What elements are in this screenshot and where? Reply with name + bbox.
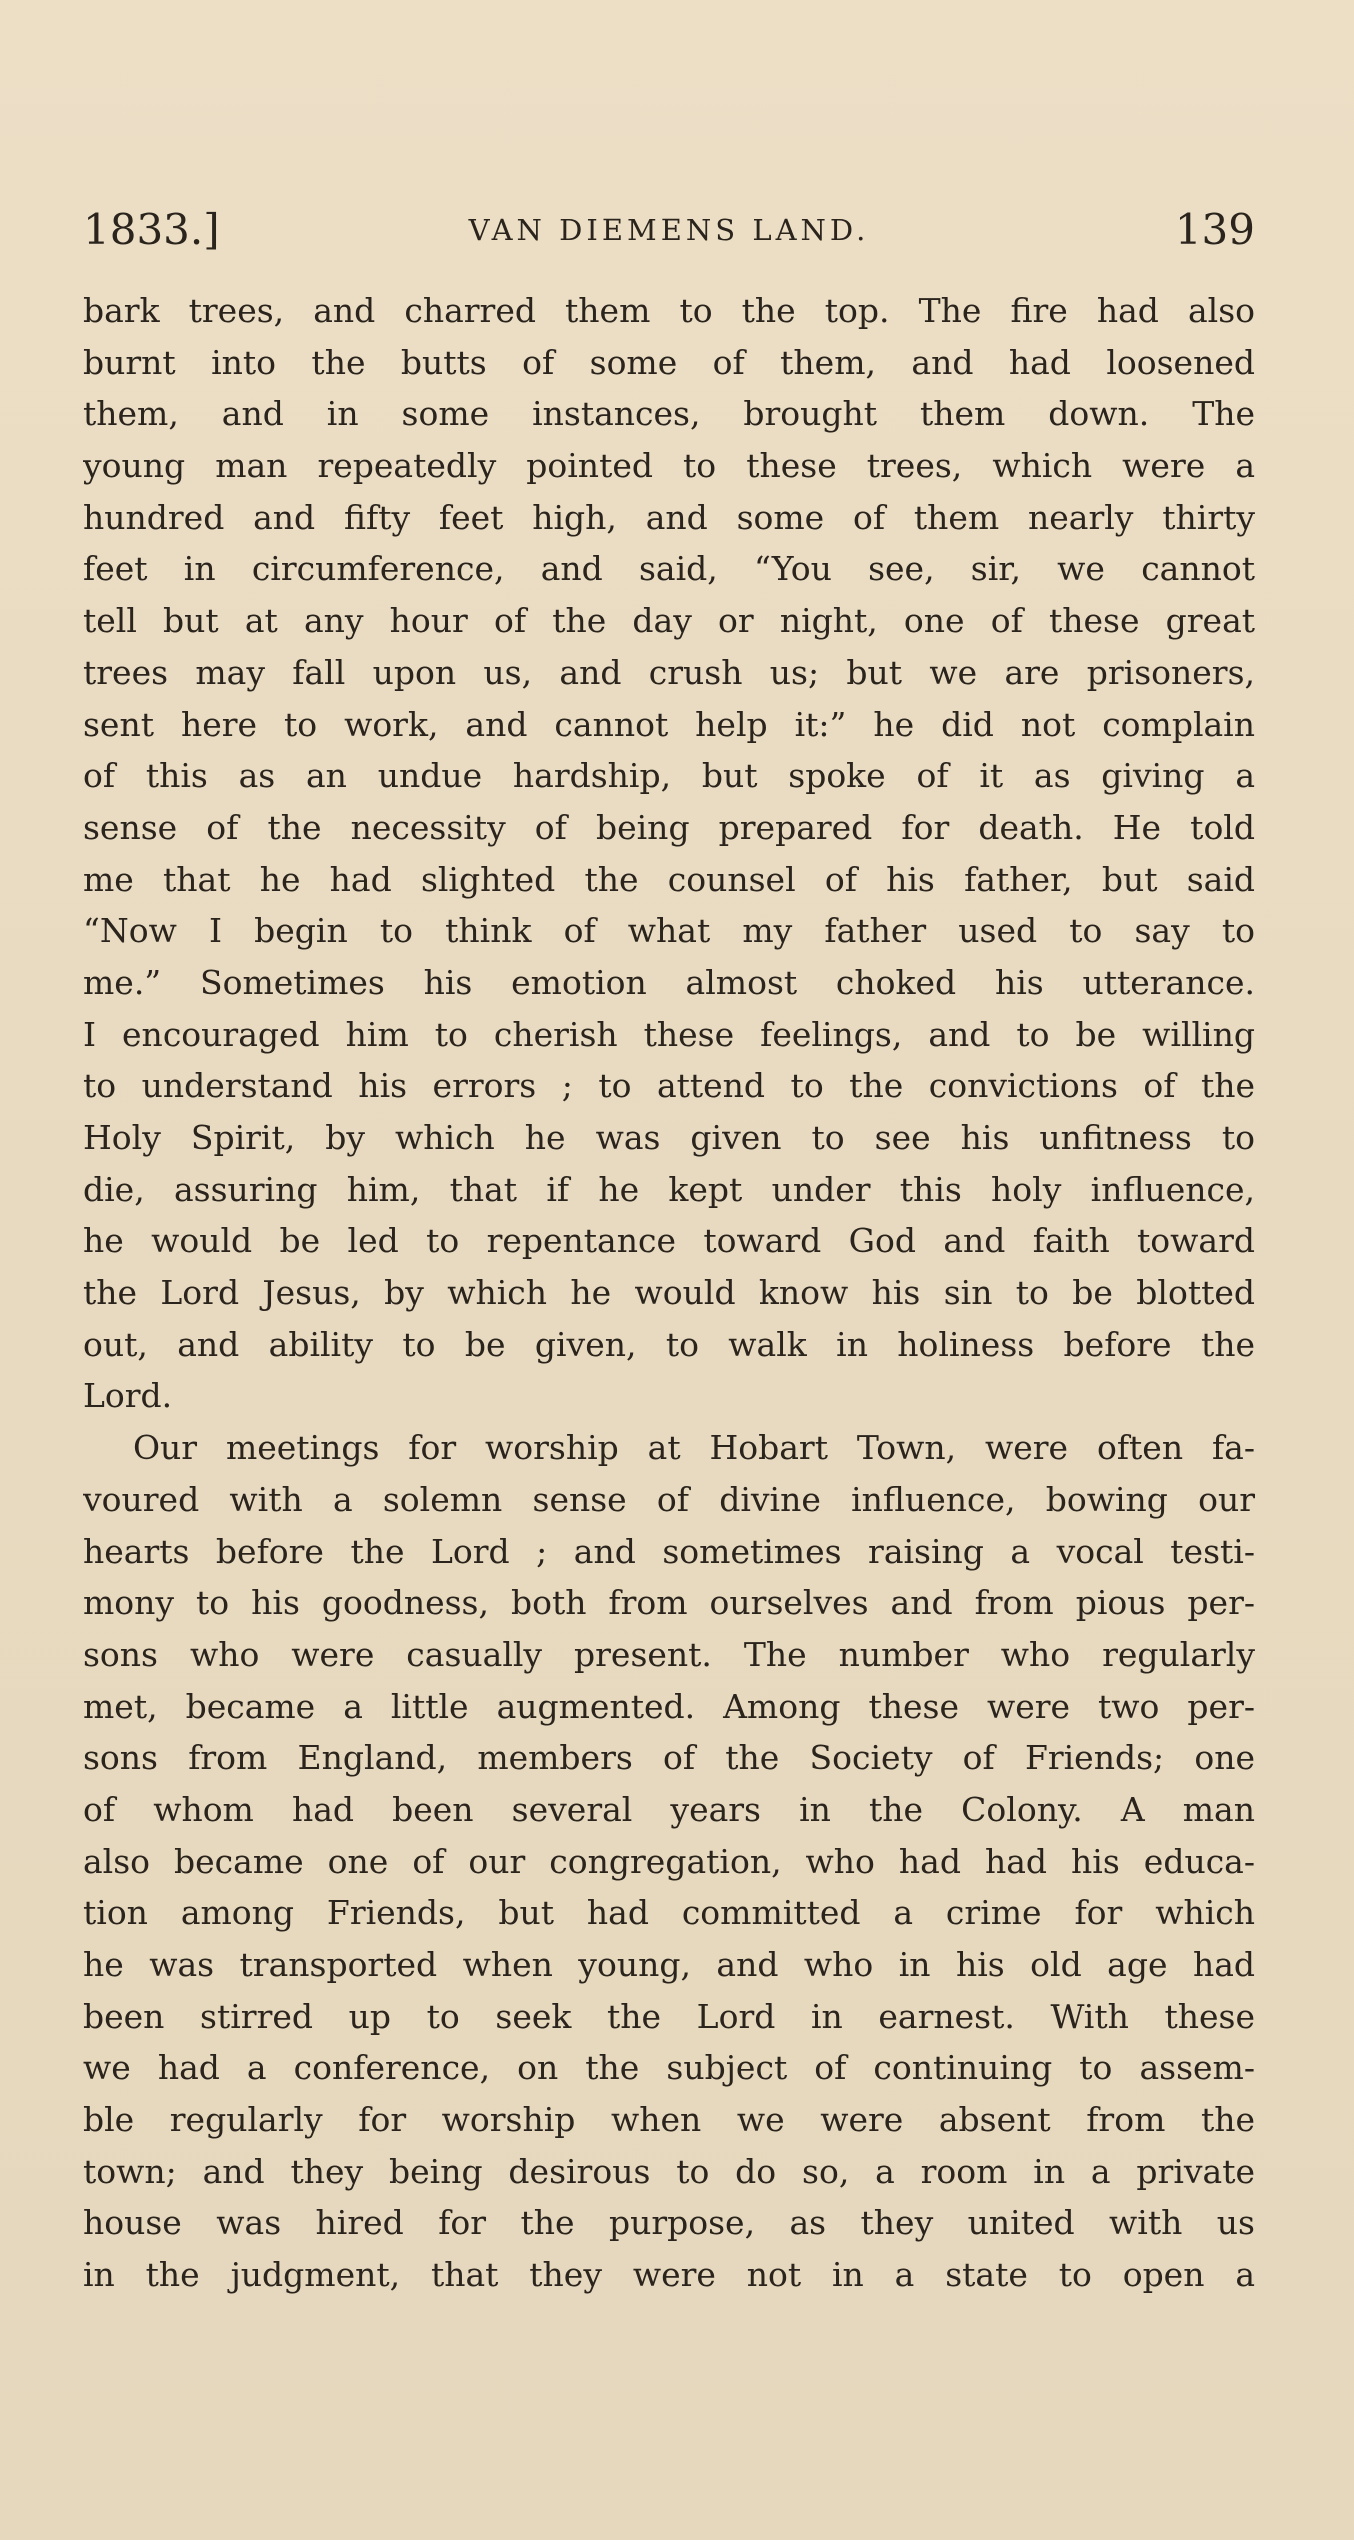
text-line: out, and ability to be given, to walk in holiness before the bbox=[83, 1324, 1255, 1364]
text-line: burnt into the butts of some of them, and had loosened bbox=[83, 342, 1255, 382]
text-line: been stirred up to seek the Lord in earnest. With these bbox=[83, 1996, 1255, 2036]
text-line: of this as an undue hardship, but spoke of it as giving a bbox=[83, 756, 1255, 796]
text-line: sons from England, members of the Society of Friends; one bbox=[83, 1738, 1255, 1778]
text-line: of whom had been several years in the Colony. A man bbox=[83, 1789, 1255, 1829]
text-line: them, and in some instances, brought them down. The bbox=[83, 394, 1255, 434]
text-line: ble regularly for worship when we were absent from the bbox=[83, 2100, 1255, 2140]
text-line: voured with a solemn sense of divine influence, bowing our bbox=[83, 1479, 1255, 1519]
text-line: the Lord Jesus, by which he would know his sin to be blotted bbox=[83, 1273, 1255, 1313]
text-line: feet in circumference, and said, “You see, sir, we cannot bbox=[83, 549, 1255, 589]
text-line: we had a conference, on the subject of continuing to assem- bbox=[83, 2048, 1255, 2088]
text-line: also became one of our congregation, who had had his educa- bbox=[83, 1841, 1255, 1881]
text-line: in the judgment, that they were not in a state to open a bbox=[83, 2255, 1255, 2295]
text-line: town; and they being desirous to do so, a room in a private bbox=[83, 2151, 1255, 2191]
text-line: young man repeatedly pointed to these trees, which were a bbox=[83, 446, 1255, 486]
running-head-year: 1833.] bbox=[83, 205, 220, 254]
text-line: he would be led to repentance toward God and faith toward bbox=[83, 1221, 1255, 1261]
text-line: die, assuring him, that if he kept under this holy influence, bbox=[83, 1169, 1255, 1209]
text-line: hundred and fifty feet high, and some of them nearly thirty bbox=[83, 497, 1255, 537]
text-line: bark trees, and charred them to the top. The fire had also bbox=[83, 291, 1255, 330]
text-line: trees may fall upon us, and crush us; but we are prisoners, bbox=[83, 652, 1255, 692]
text-line: he was transported when young, and who in his old age had bbox=[83, 1945, 1255, 1984]
text-line: Our meetings for worship at Hobart Town, were often fa- bbox=[133, 1428, 1255, 1468]
text-line: tion among Friends, but had committed a crime for which bbox=[83, 1893, 1255, 1933]
running-head-title: VAN DIEMENS LAND. bbox=[468, 213, 870, 247]
text-line: me that he had slighted the counsel of his father, but said bbox=[83, 859, 1255, 899]
text-line: tell but at any hour of the day or night, one of these great bbox=[83, 601, 1255, 641]
text-line: mony to his goodness, both from ourselves and from pious per- bbox=[83, 1583, 1255, 1623]
text-line: house was hired for the purpose, as they united with us bbox=[83, 2203, 1255, 2243]
text-line: sense of the necessity of being prepared for death. He told bbox=[83, 807, 1255, 847]
text-line: hearts before the Lord ; and sometimes raising a vocal testi- bbox=[83, 1531, 1255, 1571]
text-line: “Now I begin to think of what my father used to say to bbox=[83, 911, 1255, 951]
text-line: met, became a little augmented. Among these were two per- bbox=[83, 1686, 1255, 1726]
page-number: 139 bbox=[1174, 205, 1255, 254]
text-line: Holy Spirit, by which he was given to see his unfitness to bbox=[83, 1118, 1255, 1157]
text-line: Lord. bbox=[83, 1376, 173, 1416]
text-line: I encouraged him to cherish these feelings, and to be willing bbox=[83, 1014, 1255, 1054]
text-line: sent here to work, and cannot help it:” he did not complain bbox=[83, 704, 1255, 744]
body-text bbox=[83, 285, 1255, 2301]
running-head bbox=[83, 200, 1255, 260]
text-line: sons who were casually present. The number who regularly bbox=[83, 1634, 1255, 1674]
text-line: to understand his errors ; to attend to the convictions of the bbox=[83, 1066, 1255, 1106]
text-line: me.” Sometimes his emotion almost choked his utterance. bbox=[83, 962, 1255, 1002]
